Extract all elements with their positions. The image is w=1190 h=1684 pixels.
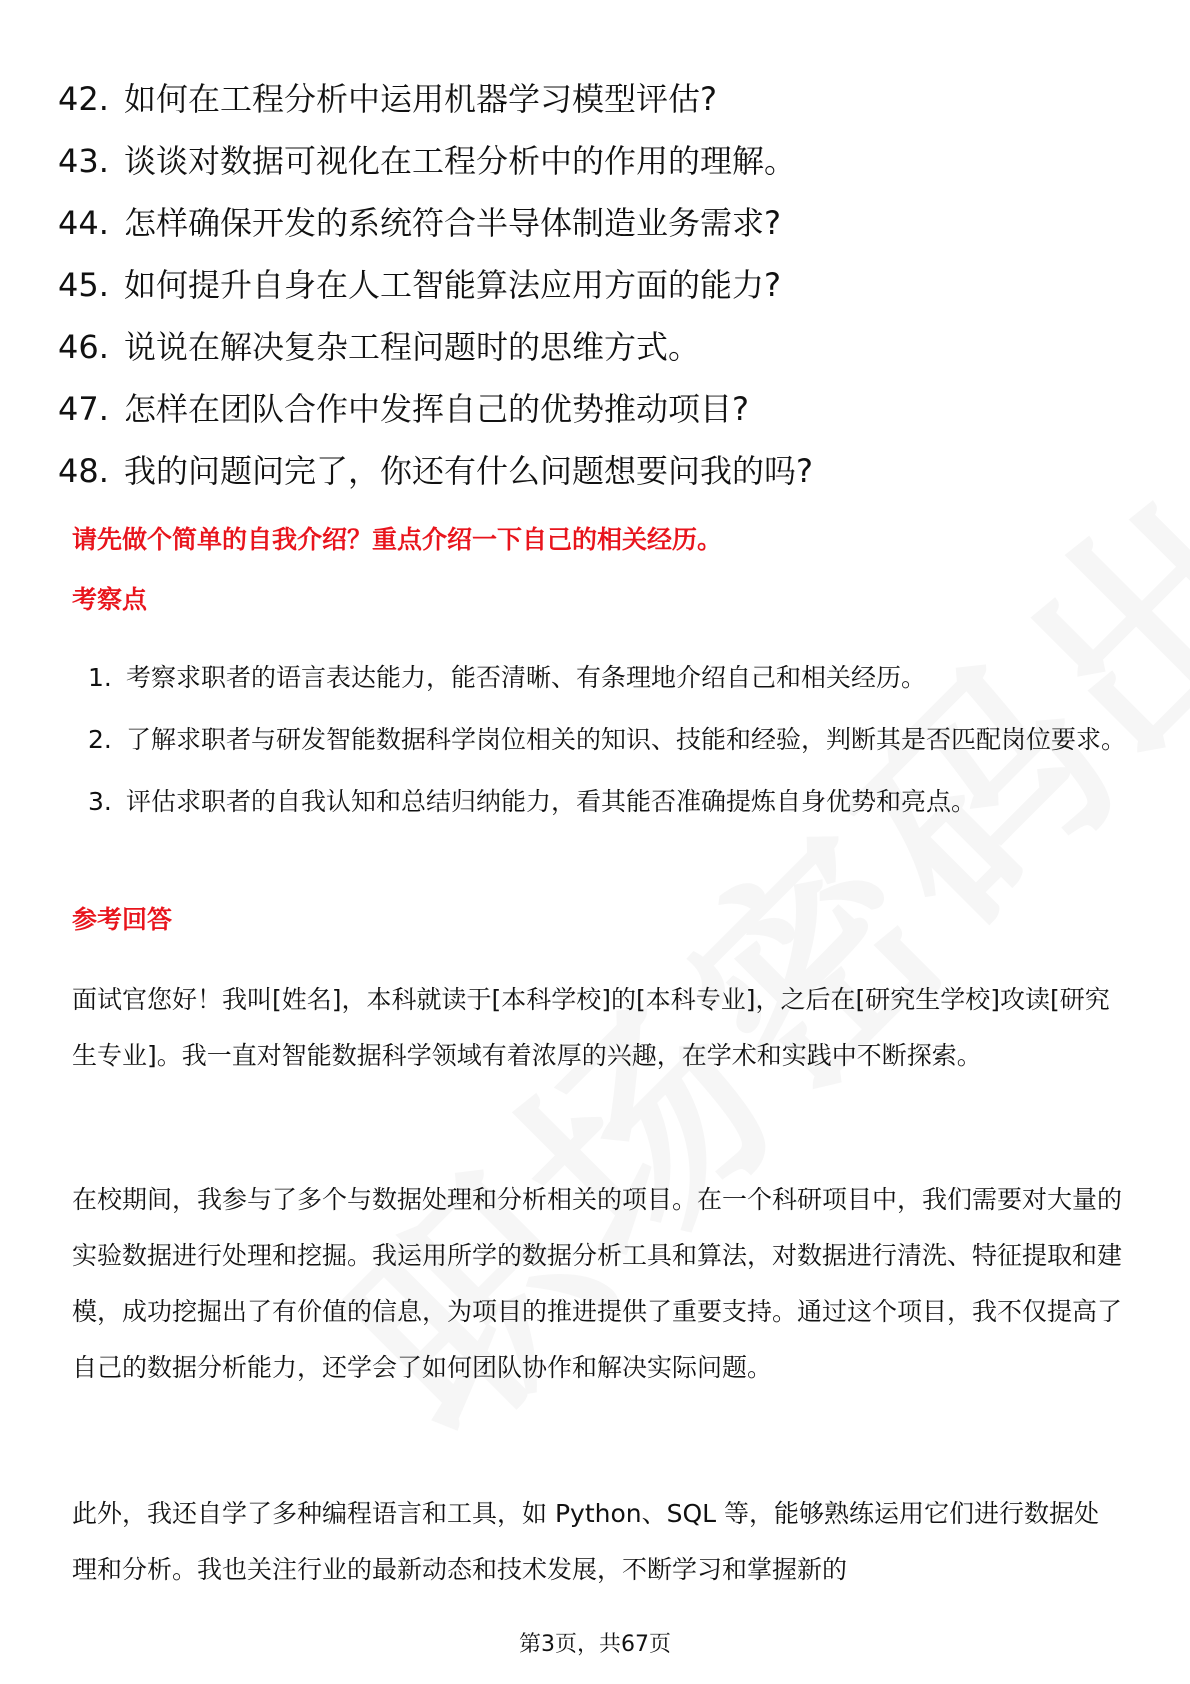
question-text: 如何在工程分析中运用机器学习模型评估? (124, 80, 717, 118)
point-text: 了解求职者与研发智能数据科学岗位相关的知识、技能和经验，判断其是否匹配岗位要求。 (126, 725, 1127, 754)
answer-paragraph: 在校期间，我参与了多个与数据处理和分析相关的项目。在一个科研项目中，我们需要对大量的实验数据进行处理和挖掘。我运用所学的数据分析工具和算法，对数据进行清洗、特征提取和建模，成功挖掘出了有价值的信息，为项目的推进提供了重要支持。通过这个项目，我不仅提高了自己的数据分析能力，还学会了如何团队协作和解决实际问题。 (72, 1185, 1123, 1382)
point-item (88, 712, 1128, 768)
question-number: 42. (58, 80, 109, 118)
question-list (58, 68, 813, 502)
question-item (58, 68, 813, 130)
point-item (88, 774, 1128, 830)
answer-heading: 参考回答 (72, 905, 173, 934)
page-footer: 第3页，共67页 (519, 1632, 671, 1657)
question-text: 如何提升自身在人工智能算法应用方面的能力? (124, 266, 781, 304)
question-item (58, 378, 813, 440)
question-number: 48. (58, 452, 109, 490)
question-text: 怎样在团队合作中发挥自己的优势推动项目? (124, 390, 749, 428)
question-item (58, 440, 813, 502)
question-number: 46. (58, 328, 109, 366)
question-item (58, 192, 813, 254)
question-text: 我的问题问完了，你还有什么问题想要问我的吗? (124, 452, 813, 490)
point-number: 2. (88, 725, 112, 754)
question-item (58, 130, 813, 192)
question-number: 44. (58, 204, 109, 242)
point-number: 3. (88, 787, 112, 816)
point-number: 1. (88, 663, 112, 692)
question-text: 谈谈对数据可视化在工程分析中的作用的理解。 (124, 142, 797, 180)
answer-paragraph: 此外，我还自学了多种编程语言和工具，如 Python、SQL 等，能够熟练运用它们进行数据处理和分析。我也关注行业的最新动态和技术发展，不断学习和掌握新的 (72, 1499, 1100, 1584)
answer-paragraph: 面试官您好！我叫[姓名]，本科就读于[本科学校]的[本科专业]，之后在[研究生学校]攻读[研究生专业]。我一直对智能数据科学领域有着浓厚的兴趣，在学术和实践中不断探索。 (72, 985, 1110, 1070)
section-title: 请先做个简单的自我介绍？重点介绍一下自己的相关经历。 (72, 525, 723, 554)
point-text: 考察求职者的语言表达能力，能否清晰、有条理地介绍自己和相关经历。 (126, 663, 927, 692)
question-number: 47. (58, 390, 109, 428)
point-item (88, 650, 1128, 706)
point-text: 评估求职者的自我认知和总结归纳能力，看其能否准确提炼自身优势和亮点。 (126, 787, 977, 816)
points-heading: 考察点 (72, 585, 148, 614)
points-list (88, 650, 1128, 836)
question-number: 43. (58, 142, 109, 180)
question-text: 说说在解决复杂工程问题时的思维方式。 (124, 328, 701, 366)
question-item (58, 316, 813, 378)
question-number: 45. (58, 266, 109, 304)
question-item (58, 254, 813, 316)
question-text: 怎样确保开发的系统符合半导体制造业务需求? (124, 204, 781, 242)
